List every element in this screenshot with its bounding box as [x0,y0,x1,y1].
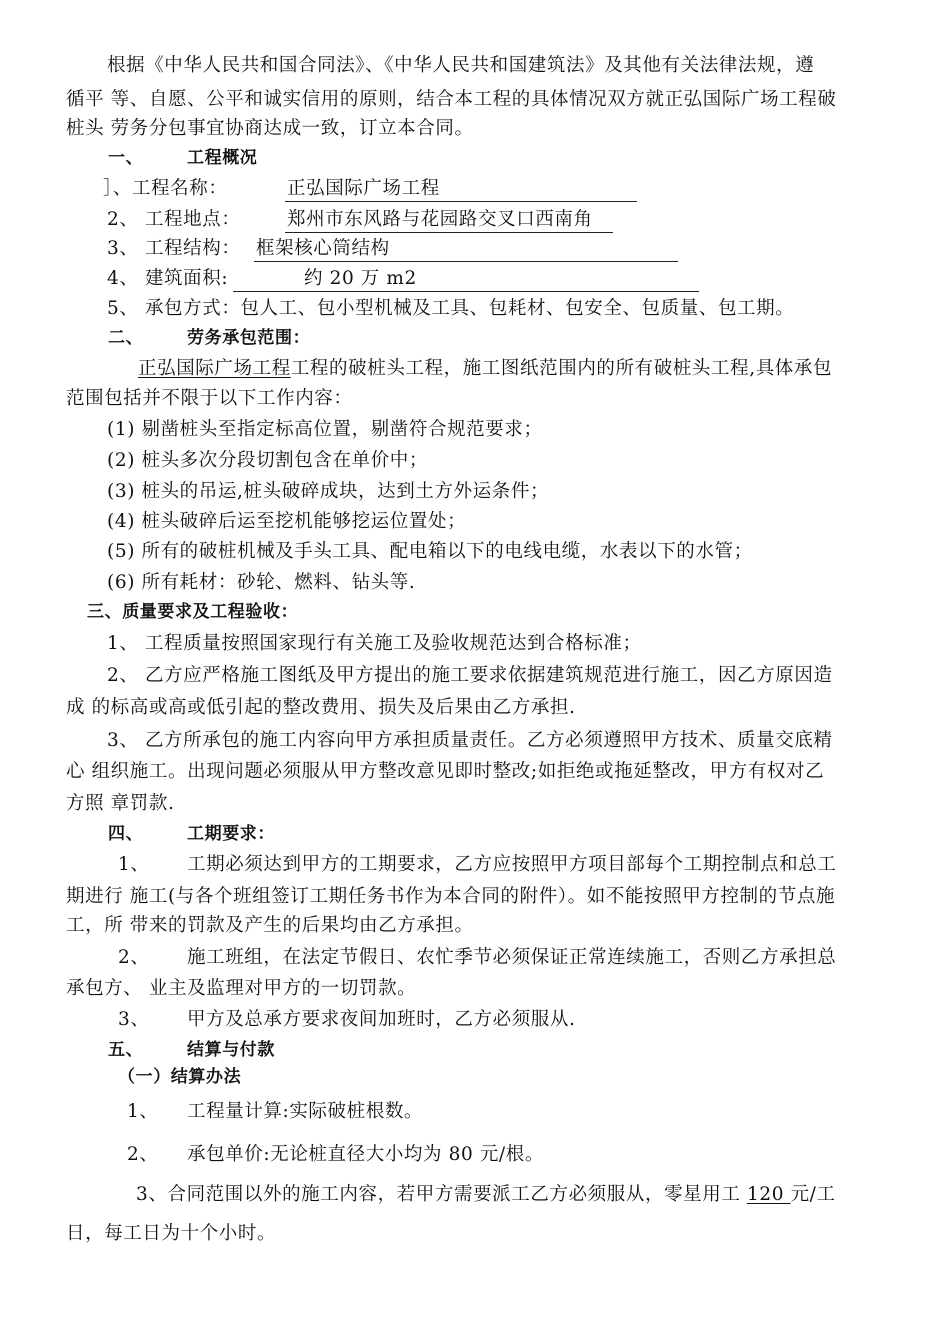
project-location-label: 2、 工程地点： [107,209,241,230]
scope-item-1: (1) 剔凿桩头至指定标高位置，剔凿符合规范要求； [107,419,543,440]
intro-line-3: 桩头 劳务分包事宜协商达成一致，订立本合同。 [66,118,474,139]
section-5-title: 结算与付款 [187,1040,275,1060]
building-area-underline [233,291,699,292]
quality-item-2-line-1: 2、 乙方应严格施工图纸及甲方提出的施工要求依据建筑规范进行施工，因乙方原因造 [107,665,833,686]
schedule-item-2-line-1: 施工班组，在法定节假日、农忙季节必须保证正常连续施工，否则乙方承担总 [187,947,837,968]
settlement-item-3-text: 3、合同范围以外的施工内容，若甲方需要派工乙方必须服从，零星用工 [136,1184,747,1205]
quality-item-3-line-2: 心 组织施工。出现问题必须服从甲方整改意见即时整改;如拒绝或拖延整改，甲方有权对乙 [66,761,825,782]
settlement-method-heading: （一）结算办法 [118,1067,242,1087]
scope-project-name: 正弘国际广场工程 [138,358,291,379]
contract-method: 5、 承包方式：包人工、包小型机械及工具、包耗材、包安全、包质量、包工期。 [107,298,795,319]
building-area-label: 4、 建筑面积: [107,268,229,289]
project-location-value: 郑州市东风路与花园路交叉口西南角 [287,209,593,230]
daily-wage-value: 120 [746,1184,791,1205]
quality-item-2-line-2: 成 的标高或高或低引起的整改费用、损失及后果由乙方承担. [66,697,576,718]
settlement-item-3-unit: 元/工 [790,1184,836,1205]
section-4-title: 工期要求： [187,824,275,844]
project-name-label: ］、工程名称： [103,178,228,199]
settlement-item-2-text: 承包单价:无论桩直径大小均为 80 元/根。 [187,1144,544,1165]
settlement-item-1-text: 工程量计算:实际破桩根数。 [187,1101,424,1122]
schedule-item-1-line-1: 工期必须达到甲方的工期要求，乙方应按照甲方项目部每个工期控制点和总工 [187,854,837,875]
intro-line-1: 根据《中华人民共和国合同法》、《中华人民共和国建筑法》及其他有关法律法规，遵 [107,55,815,76]
schedule-item-1-line-2: 期进行 施工(与各个班组签订工期任务书作为本合同的附件）。如不能按照甲方控制的节点施 [66,886,836,907]
section-1-number: 一、 [108,148,144,168]
schedule-item-2-number: 2、 [118,947,150,968]
section-1-title: 工程概况 [187,148,258,168]
quality-item-1: 1、 工程质量按照国家现行有关施工及验收规范达到合格标准； [107,633,642,654]
settlement-item-1-number: 1、 [127,1101,159,1122]
project-name-value: 正弘国际广场工程 [287,178,440,199]
section-3-title: 三、质量要求及工程验收： [87,602,299,622]
project-structure-label: 3、 工程结构： [107,238,241,259]
building-area-value: 约 20 万 m2 [304,268,417,289]
project-location-underline [285,232,613,233]
section-2-number: 二、 [108,328,144,348]
settlement-item-3-line-2: 日，每工日为十个小时。 [66,1223,277,1244]
scope-paragraph-text: 工程的破桩头工程，施工图纸范围内的所有破桩头工程,具体承包 [290,358,833,379]
schedule-item-1-line-3: 工，所 带来的罚款及产生的后果均由乙方承担。 [66,915,474,936]
section-5-number: 五、 [108,1040,144,1060]
quality-item-3-line-1: 3、 乙方所承包的施工内容向甲方承担质量责任。乙方必须遵照甲方技术、质量交底精 [107,730,833,751]
project-structure-value: 框架核心筒结构 [256,238,390,259]
quality-item-3-line-3: 方照 章罚款. [66,793,175,814]
scope-item-2: (2) 桩头多次分段切割包含在单价中； [107,450,428,471]
scope-paragraph-line-1 [138,360,832,379]
project-name-underline [285,201,637,202]
settlement-item-3-line-1 [136,1186,836,1205]
section-2-title: 劳务承包范围： [187,328,311,348]
schedule-item-3-number: 3、 [118,1009,150,1030]
settlement-item-2-number: 2、 [127,1144,159,1165]
scope-item-5: (5) 所有的破桩机械及手头工具、配电箱以下的电线电缆，水表以下的水管； [107,541,753,562]
schedule-item-3-line-1: 甲方及总承方要求夜间加班时，乙方必须服从. [187,1009,576,1030]
schedule-item-2-line-2: 承包方、 业主及监理对甲方的一切罚款。 [66,978,417,999]
project-structure-underline [254,261,678,262]
scope-paragraph-line-2: 范围包括并不限于以下工作内容： [66,388,353,409]
scope-item-6: (6) 所有耗材：砂轮、燃料、钻头等. [107,572,416,593]
intro-line-2: 循平 等、自愿、公平和诚实信用的原则，结合本工程的具体情况双方就正弘国际广场工程破 [66,89,837,110]
schedule-item-1-number: 1、 [118,854,150,875]
scope-item-4: (4) 桩头破碎后运至挖机能够挖运位置处； [107,511,467,532]
section-4-number: 四、 [108,824,144,844]
scope-item-3: (3) 桩头的吊运,桩头破碎成块，达到土方外运条件； [107,481,550,502]
